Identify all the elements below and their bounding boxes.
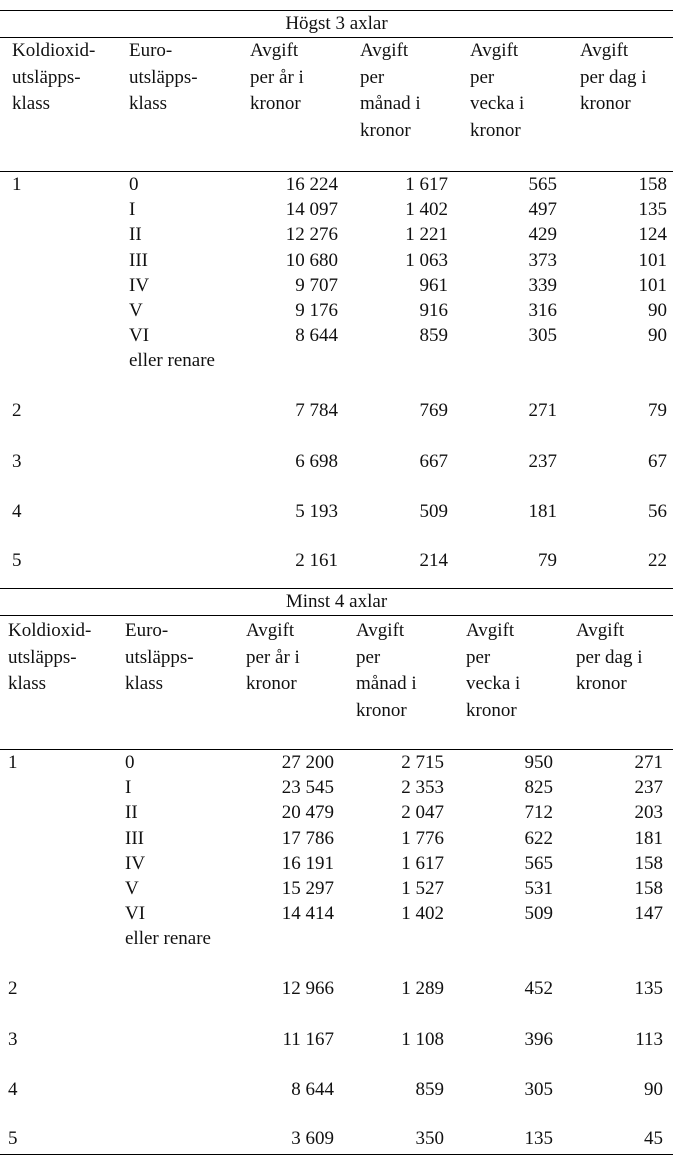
- table-row: [0, 172, 673, 198]
- cell-fee-week: 622: [524, 827, 553, 849]
- cell-fee-month: 1 617: [405, 174, 448, 196]
- cell-fee-month: 1 108: [401, 1028, 444, 1050]
- cell-fee-month: 916: [419, 299, 448, 321]
- cell-fee-day: 22: [648, 549, 667, 571]
- section-caption: Minst 4 axlar: [285, 591, 388, 612]
- cell-fee-week: 950: [524, 752, 553, 774]
- header-fee-day: Avgift per dag i kronor: [576, 620, 643, 695]
- caption-rule: [0, 37, 673, 38]
- header-euro-class: Euro- utsläpps- klass: [125, 620, 194, 695]
- table-row: [0, 449, 673, 475]
- cell-co2-class: 4: [8, 1079, 18, 1101]
- cell-co2-class: 3: [12, 450, 22, 472]
- cell-fee-day: 135: [634, 977, 663, 999]
- cell-fee-day: 203: [634, 802, 663, 824]
- cell-fee-week: 429: [528, 224, 557, 246]
- cell-fee-week: 305: [528, 324, 557, 346]
- table-row: [0, 826, 673, 852]
- cell-fee-month: 1 402: [405, 199, 448, 221]
- cell-fee-day: 135: [638, 199, 667, 221]
- header-fee-week: Avgift per vecka i kronor: [466, 620, 521, 722]
- cell-fee-month: 769: [419, 399, 448, 421]
- cell-fee-month: 1 221: [405, 224, 448, 246]
- cell-fee-year: 2 161: [295, 549, 338, 571]
- cell-fee-year: 14 097: [285, 199, 338, 221]
- cell-fee-week: 825: [524, 777, 553, 799]
- cell-fee-day: 45: [644, 1127, 663, 1149]
- cell-fee-month: 667: [419, 450, 448, 472]
- table-row: [0, 499, 673, 525]
- cell-fee-month: 2 047: [401, 802, 444, 824]
- cell-co2-class: 5: [12, 549, 22, 571]
- cell-fee-month: 1 527: [401, 877, 444, 899]
- cell-fee-year: 8 644: [295, 324, 338, 346]
- cell-fee-day: 56: [648, 501, 667, 523]
- cell-euro-class: IV: [125, 852, 146, 874]
- table-row: [0, 1027, 673, 1053]
- header-fee-day: Avgift per dag i kronor: [580, 40, 647, 115]
- table-row: [0, 775, 673, 801]
- cell-euro-class: I: [129, 199, 136, 221]
- section-top-rule: [0, 588, 673, 589]
- header-co2-class: Koldioxid- utsläpps- klass: [12, 40, 96, 115]
- cell-euro-class: III: [125, 827, 144, 849]
- cell-euro-class: 0: [129, 174, 139, 196]
- cell-fee-day: 158: [634, 877, 663, 899]
- header-co2-class: Koldioxid- utsläpps- klass: [8, 620, 92, 695]
- cell-fee-week: 452: [524, 977, 553, 999]
- cell-fee-month: 961: [419, 274, 448, 296]
- cell-euro-class: II: [125, 802, 138, 824]
- cell-fee-day: 147: [634, 902, 663, 924]
- cell-fee-month: 859: [415, 1079, 444, 1101]
- cell-fee-year: 23 545: [281, 777, 334, 799]
- cell-fee-year: 7 784: [295, 399, 338, 421]
- cell-euro-class: III: [129, 249, 148, 271]
- cell-fee-month: 859: [419, 324, 448, 346]
- cell-euro-class: eller renare: [125, 927, 211, 949]
- cell-fee-week: 497: [528, 199, 557, 221]
- cell-fee-year: 15 297: [281, 877, 334, 899]
- table-row: [0, 800, 673, 826]
- header-fee-week: Avgift per vecka i kronor: [470, 40, 525, 142]
- cell-fee-week: 565: [528, 174, 557, 196]
- table-row: [0, 248, 673, 274]
- header-fee-year: Avgift per år i kronor: [250, 40, 304, 115]
- cell-fee-day: 90: [648, 299, 667, 321]
- cell-fee-day: 67: [648, 450, 667, 472]
- cell-fee-day: 90: [648, 324, 667, 346]
- header-fee-year: Avgift per år i kronor: [246, 620, 300, 695]
- cell-fee-year: 16 224: [285, 174, 338, 196]
- table-row: [0, 851, 673, 877]
- cell-fee-year: 12 966: [281, 977, 334, 999]
- cell-fee-week: 181: [528, 501, 557, 523]
- cell-fee-year: 5 193: [295, 501, 338, 523]
- table-row: [0, 222, 673, 248]
- table-row: [0, 876, 673, 902]
- cell-fee-day: 101: [638, 249, 667, 271]
- header-euro-class: Euro- utsläpps- klass: [129, 40, 198, 115]
- table-row: [0, 976, 673, 1002]
- table-row: [0, 1077, 673, 1103]
- cell-fee-year: 17 786: [281, 827, 334, 849]
- table-row: [0, 298, 673, 324]
- cell-fee-week: 305: [524, 1079, 553, 1101]
- cell-euro-class: VI: [125, 902, 146, 924]
- cell-fee-year: 8 644: [291, 1079, 334, 1101]
- section-caption: Högst 3 axlar: [285, 13, 388, 34]
- cell-fee-month: 1 289: [401, 977, 444, 999]
- table-row: [0, 926, 673, 952]
- cell-co2-class: 2: [8, 977, 18, 999]
- cell-fee-week: 339: [528, 274, 557, 296]
- cell-fee-day: 124: [638, 224, 667, 246]
- cell-fee-month: 1 402: [401, 902, 444, 924]
- cell-fee-month: 2 353: [401, 777, 444, 799]
- cell-euro-class: V: [125, 877, 139, 899]
- table-row: [0, 323, 673, 349]
- cell-fee-week: 316: [528, 299, 557, 321]
- cell-co2-class: 3: [8, 1028, 18, 1050]
- cell-fee-year: 9 707: [295, 274, 338, 296]
- cell-euro-class: V: [129, 299, 143, 321]
- cell-fee-year: 6 698: [295, 450, 338, 472]
- cell-fee-year: 14 414: [281, 902, 334, 924]
- cell-fee-year: 11 167: [282, 1028, 334, 1050]
- table-row: [0, 901, 673, 927]
- caption-rule: [0, 615, 673, 616]
- table-row: [0, 197, 673, 223]
- table-row: [0, 548, 673, 574]
- table-bottom-rule: [0, 1154, 673, 1155]
- cell-fee-month: 350: [415, 1127, 444, 1149]
- table-row: [0, 398, 673, 424]
- cell-fee-year: 20 479: [281, 802, 334, 824]
- cell-fee-day: 101: [638, 274, 667, 296]
- cell-fee-week: 396: [524, 1028, 553, 1050]
- cell-fee-week: 237: [528, 450, 557, 472]
- table-row: [0, 348, 673, 374]
- cell-euro-class: eller renare: [129, 349, 215, 371]
- cell-fee-year: 16 191: [281, 852, 334, 874]
- cell-co2-class: 1: [8, 752, 18, 774]
- header-fee-month: Avgift per månad i kronor: [360, 40, 421, 142]
- cell-fee-month: 1 617: [401, 852, 444, 874]
- cell-fee-day: 237: [634, 777, 663, 799]
- cell-fee-month: 2 715: [401, 752, 444, 774]
- table-row: [0, 750, 673, 776]
- cell-fee-year: 9 176: [295, 299, 338, 321]
- cell-fee-day: 90: [644, 1079, 663, 1101]
- cell-fee-month: 509: [419, 501, 448, 523]
- cell-euro-class: 0: [125, 752, 135, 774]
- cell-fee-week: 531: [524, 877, 553, 899]
- cell-fee-year: 27 200: [281, 752, 334, 774]
- cell-fee-week: 712: [524, 802, 553, 824]
- cell-fee-day: 158: [638, 174, 667, 196]
- table-row: [0, 273, 673, 299]
- cell-co2-class: 5: [8, 1127, 18, 1149]
- cell-fee-day: 271: [634, 752, 663, 774]
- cell-fee-week: 565: [524, 852, 553, 874]
- cell-euro-class: II: [129, 224, 142, 246]
- section-top-rule: [0, 10, 673, 11]
- cell-euro-class: VI: [129, 324, 150, 346]
- cell-fee-year: 12 276: [285, 224, 338, 246]
- cell-fee-month: 1 776: [401, 827, 444, 849]
- cell-co2-class: 2: [12, 399, 22, 421]
- cell-fee-month: 214: [419, 549, 448, 571]
- cell-fee-day: 79: [648, 399, 667, 421]
- cell-co2-class: 1: [12, 174, 22, 196]
- cell-fee-week: 135: [524, 1127, 553, 1149]
- cell-fee-year: 10 680: [285, 249, 338, 271]
- cell-euro-class: I: [125, 777, 132, 799]
- header-fee-month: Avgift per månad i kronor: [356, 620, 417, 722]
- cell-fee-week: 271: [528, 399, 557, 421]
- cell-fee-day: 113: [635, 1028, 663, 1050]
- table-row: [0, 1126, 673, 1152]
- cell-fee-year: 3 609: [291, 1127, 334, 1149]
- cell-fee-day: 181: [634, 827, 663, 849]
- cell-fee-day: 158: [634, 852, 663, 874]
- cell-fee-month: 1 063: [405, 249, 448, 271]
- cell-euro-class: IV: [129, 274, 150, 296]
- cell-fee-week: 373: [528, 249, 557, 271]
- cell-fee-week: 509: [524, 902, 553, 924]
- cell-fee-week: 79: [538, 549, 557, 571]
- cell-co2-class: 4: [12, 501, 22, 523]
